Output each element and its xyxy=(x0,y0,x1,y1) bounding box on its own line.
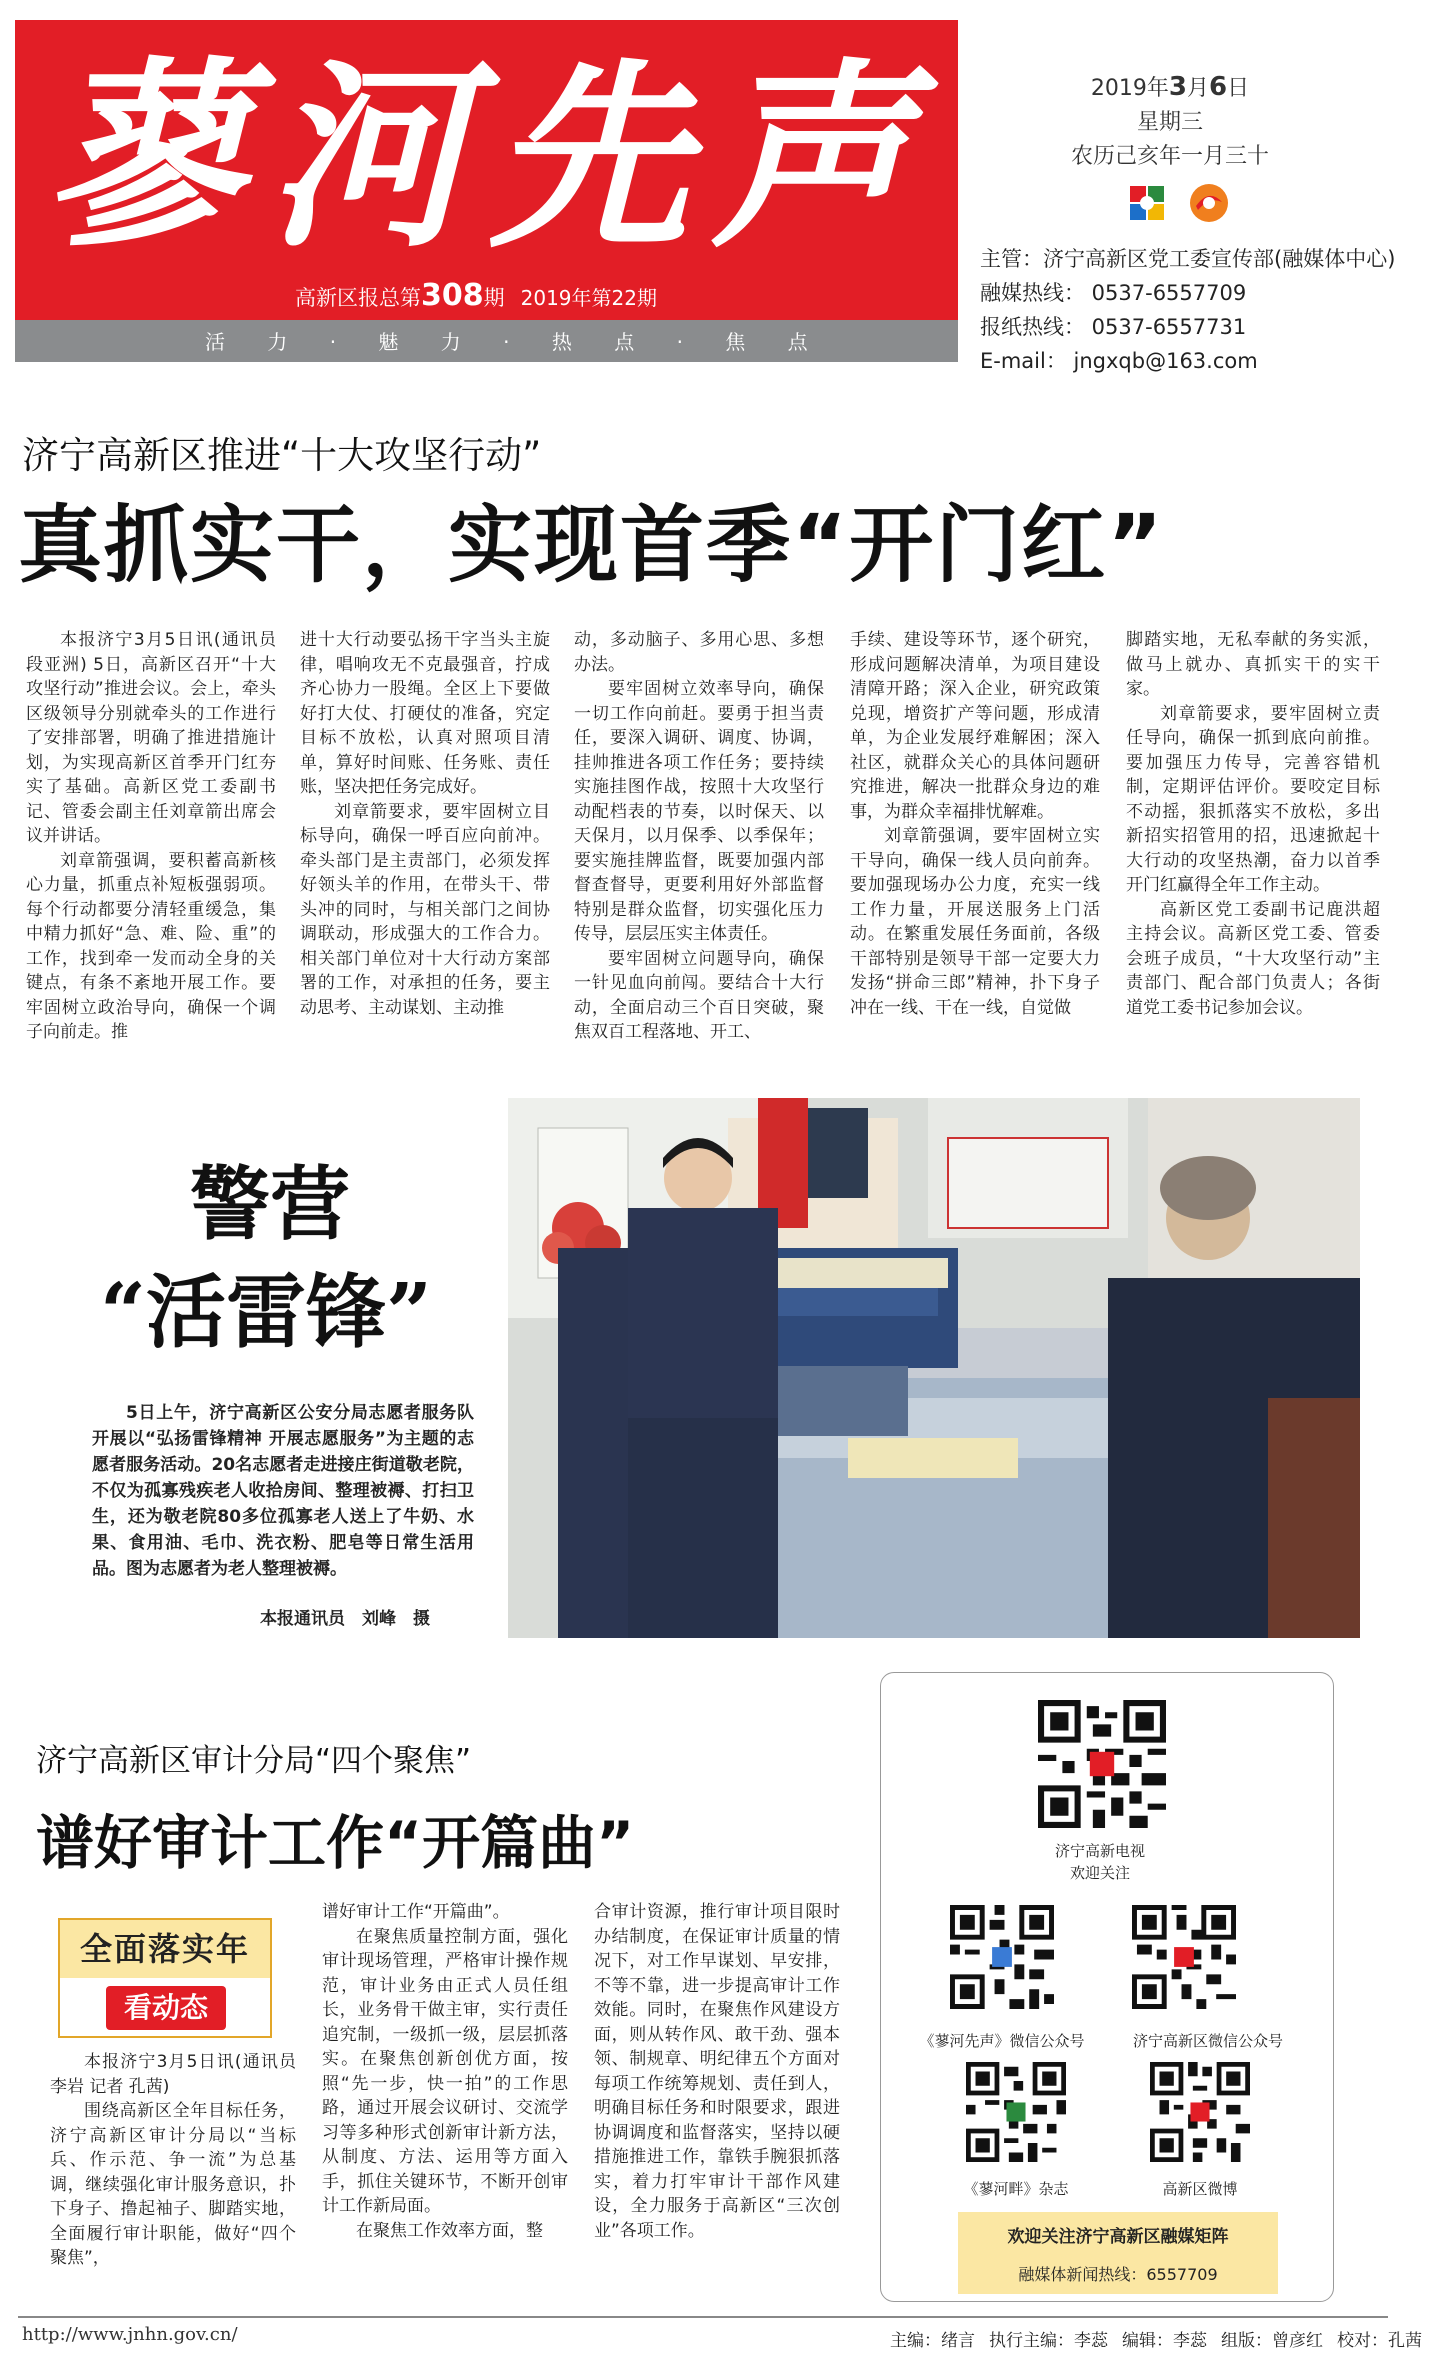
paragraph: 进十大行动要弘扬干字当头主旋律，唱响攻无不克最强音，拧成齐心协力一股绳。全区上下要做好打大仗、打硬仗的准备，究定目标不放松，认真对照项目清单，算好时间账、任务账、责任账，坚决把任务完成好。 xyxy=(300,630,550,797)
article2-headline: 谱好审计工作“开篇曲” xyxy=(36,1809,635,1877)
paragraph: 脚踏实地，无私奉献的务实派，做马上就办、真抓实干的实干家。 xyxy=(1126,630,1380,699)
masthead-banner xyxy=(15,20,958,320)
paragraph: 手续、建设等环节，逐个研究，形成问题解决清单，为项目建设清障开路；深入企业，研究政策兑现，增资扩产等问题，形成清单，为企业发展纾难解困；深入社区，就群众关心的具体问题研究推进，解决一批群众身边的难事，为群众幸福排忧解难。 xyxy=(850,630,1100,822)
photo-caption xyxy=(92,1400,474,1582)
paragraph: 刘章箭强调，要积蓄高新核心力量，抓重点补短板强弱项。每个行动都要分清轻重缓急，集中精力抓好“急、难、险、重”的工作，找到牵一发而动全身的关键点，有条不紊地开展工作。要牢固树立政治导向，确保一个调子向前走。推 xyxy=(26,850,276,1042)
paragraph: 本报济宁3月5日讯(通讯员 李岩 记者 孔茜) xyxy=(50,2052,296,2097)
article1-kicker: 济宁高新区推进“十大攻坚行动” xyxy=(22,434,542,477)
topic-badge xyxy=(58,1918,272,2038)
badge-bottom-text: 看动态 xyxy=(106,1986,226,2030)
footer-staff xyxy=(890,2326,1436,2351)
sponsor: 主管：济宁高新区党工委宣传部(融媒体中心) xyxy=(980,247,1396,271)
media-logos xyxy=(1128,180,1238,226)
paragraph: 动，多动脑子、多用心思、多想办法。 xyxy=(574,630,824,675)
editor-chief: 主编：绪言 xyxy=(890,2331,975,2351)
article2-column-2 xyxy=(322,1900,568,2282)
article2-column-3 xyxy=(594,1900,840,2282)
media-center-logo-icon xyxy=(1188,182,1230,224)
promo-line-1: 欢迎关注济宁高新区融媒矩阵 xyxy=(1007,2227,1229,2247)
paragraph: 在聚焦工作效率方面，整 xyxy=(356,2220,543,2241)
issue-suffix: 期 xyxy=(483,286,505,310)
media-hotline: 融媒热线： 0537-6557709 xyxy=(980,281,1247,305)
paragraph: 刘章箭要求，要牢固树立责任导向，确保一抓到底向前推。要加强压力传导，完善容错机制，定期评估评价。要咬定目标不动摇，狠抓落实不放松，多出新招实招管用的招，迅速掀起十大行动的攻坚热潮，奋力以首季开门红赢得全年工作主动。 xyxy=(1126,703,1380,895)
photo-story-title-line1: 警营 xyxy=(190,1157,350,1251)
date-day: 6 xyxy=(1209,72,1228,102)
paragraph: 谱好审计工作“开篇曲”。 xyxy=(322,1902,510,1922)
slogan: 活 力 · 魅 力 · 热 点 · 焦 点 xyxy=(205,330,826,354)
newspaper-title: 蓼河先声 xyxy=(45,40,934,275)
tv-label-1: 济宁高新电视 xyxy=(1054,1842,1145,1860)
footer-divider xyxy=(18,2316,1388,2318)
news-photo xyxy=(508,1098,1360,1638)
date-year: 2019年 xyxy=(1090,76,1169,101)
weekday: 星期三 xyxy=(1136,110,1203,135)
issue-prefix: 高新区报总第 xyxy=(295,286,421,310)
masthead xyxy=(15,20,958,362)
article1-column-4 xyxy=(850,628,1100,1068)
paragraph: 高新区党工委副书记鹿洪超主持会议。高新区党工委、管委会班子成员，“十大攻坚行动”主责部门、配合部门负责人；各街道党工委书记参加会议。 xyxy=(1126,899,1380,1018)
date-line xyxy=(1020,70,1320,106)
promo-box xyxy=(958,2212,1278,2294)
article1-column-5 xyxy=(1126,628,1380,1068)
paragraph: 合审计资源，推行审计项目限时办结制度，在保证审计质量的情况下，对工作早谋划、早安排，不等不靠，进一步提高审计工作效能。同时，在聚焦作风建设方面，则从转作风、敢干劲、强本领、制规章、明纪律五个方面对每项工作统筹规划、责任到人，明确目标任务和时限要求，跟进协调调度和监督落实，坚持以硬措施推进工作，靠铁手腕狠抓落实，着力打牢审计干部作风建设，全力服务于高新区“三次创业”各项工作。 xyxy=(594,1902,840,2241)
editor: 编辑：李蕊 xyxy=(1122,2331,1207,2351)
issue-info xyxy=(295,278,657,313)
contact-info xyxy=(980,242,1400,378)
year-issue: 2019年第22期 xyxy=(520,286,657,310)
email[interactable]: E-mail： jngxqb@163.com xyxy=(980,349,1258,373)
wechat-right-label: 济宁高新区微信公众号 xyxy=(1132,2032,1283,2050)
paragraph: 本报济宁3月5日讯(通讯员 段亚洲) 5日，高新区召开“十大攻坚行动”推进会议。会上，牵头区级领导分别就牵头的工作进行了安排部署，明确了推进措施计划，为实现高新区首季开门红夯实了基础。高新区党工委副书记、管委会副主任刘章箭出席会议并讲话。 xyxy=(26,630,276,846)
badge-top-text: 全面落实年 xyxy=(60,1920,270,1978)
paragraph: 刘章箭强调，要牢固树立实干导向，确保一线人员向前奔。要加强现场办公力度，充实一线工作力量，开展送服务上门活动。在繁重发展任务面前，各级干部特别是领导干部一定要大力发扬“拼命三郎”精神，扑下身子冲在一线、干在一线，自觉做 xyxy=(850,826,1100,1018)
paragraph: 围绕高新区全年目标任务，济宁高新区审计分局以“当标兵、作示范、争一流”为总基调，继续强化审计服务意识，扑下身子、撸起袖子、脚踏实地，全面履行审计职能，做好“四个聚焦”， xyxy=(50,2101,296,2268)
tv-qr-code-icon[interactable] xyxy=(1038,1700,1166,1828)
paragraph: 要牢固树立效率导向，确保一切工作向前赶。要勇于担当责任，要深入调研、调度、协调，挂帅推进各项工作任务；要持续实施挂图作战，按照十大攻坚行动配档表的节奏，以时保天、以天保月，以月保季、以季保年；要实施挂牌监督，既要加强内部督查督导，更要利用好外部监督特别是群众监督，切实强化压力传导，层层压实主体责任。 xyxy=(574,679,824,944)
article1-column-3 xyxy=(574,628,824,1068)
promo-line-2: 融媒体新闻热线：6557709 xyxy=(1018,2265,1218,2284)
lunar-date: 农历己亥年一月三十 xyxy=(1070,144,1269,169)
date-day-unit: 日 xyxy=(1227,76,1250,101)
wechat-left-label: 《蓼河先声》微信公众号 xyxy=(919,2032,1085,2050)
wechat-liaohe-qr-code-icon[interactable] xyxy=(950,1905,1054,2009)
article2-kicker: 济宁高新区审计分局“四个聚焦” xyxy=(36,1743,472,1779)
exec-editor: 执行主编：李蕊 xyxy=(989,2331,1108,2351)
article1-column-1 xyxy=(26,628,276,1068)
date-block xyxy=(1020,70,1320,174)
wechat-gaoxin-qr-code-icon[interactable] xyxy=(1132,1905,1236,2009)
weibo-label: 高新区微博 xyxy=(1162,2180,1238,2198)
weibo-qr-code-icon[interactable] xyxy=(1150,2062,1250,2162)
date-month: 3 xyxy=(1168,72,1187,102)
tv-logo-icon xyxy=(1128,184,1166,222)
photo-story-title-line2: “活雷锋” xyxy=(100,1265,433,1359)
date-month-unit: 月 xyxy=(1186,76,1209,101)
layout-editor: 组版：曾彦红 xyxy=(1221,2331,1323,2351)
proofreader: 校对：孔茜 xyxy=(1337,2331,1422,2351)
photo-credit: 本报通讯员 刘峰 摄 xyxy=(260,1609,430,1629)
issue-number: 308 xyxy=(421,278,484,313)
article1-headline: 真抓实干，实现首季“开门红” xyxy=(18,496,1165,594)
footer-url-link[interactable]: http://www.jnhn.gov.cn/ xyxy=(22,2324,238,2345)
magazine-label: 《蓼河畔》杂志 xyxy=(963,2180,1069,2198)
paragraph: 在聚焦质量控制方面，强化审计现场管理，严格审计操作规范，审计业务由正式人员任组长，业务骨干做主审，实行责任追究制，一级抓一级，层层抓落实。在聚焦创新创优方面，按照“先一步，快一拍”的工作思路，通过开展会议研讨、交流学习等多种形式创新审计新方法，从制度、方法、运用等方面入手，抓住关键环节，不断开创审计工作新局面。 xyxy=(322,1926,568,2216)
news-hotline: 报纸热线： 0537-6557731 xyxy=(980,315,1247,339)
caption-text: 5日上午，济宁高新区公安分局志愿者服务队开展以“弘扬雷锋精神 开展志愿服务”为主题的志愿者服务活动。20名志愿者走进接庄街道敬老院，不仅为孤寡残疾老人收拾房间、整理被褥、打扫卫生，还为敬老院80多位孤寡老人送上了牛奶、水果、食用油、毛巾、洗衣粉、肥皂等日常生活用品。图为志愿者为老人整理被褥。 xyxy=(92,1403,474,1579)
paragraph: 刘章箭要求，要牢固树立目标导向，确保一呼百应向前冲。牵头部门是主责部门，必须发挥好领头羊的作用，在带头干、带头冲的同时，与相关部门之间协调联动，形成强大的工作合力。相关部门单位对十大行动方案部署的工作，对承担的任务，要主动思考、主动谋划、主动推 xyxy=(300,801,550,1018)
volunteer-photo-illustration xyxy=(508,1098,1360,1638)
magazine-qr-code-icon[interactable] xyxy=(966,2062,1066,2162)
article1-column-2 xyxy=(300,628,550,1068)
paragraph: 要牢固树立问题导向，确保一针见血向前闯。要结合十大行动，全面启动三个百日突破，聚焦双百工程落地、开工、 xyxy=(574,948,824,1042)
tv-label-2: 欢迎关注 xyxy=(1069,1864,1130,1882)
article2-column-1 xyxy=(50,2050,296,2282)
